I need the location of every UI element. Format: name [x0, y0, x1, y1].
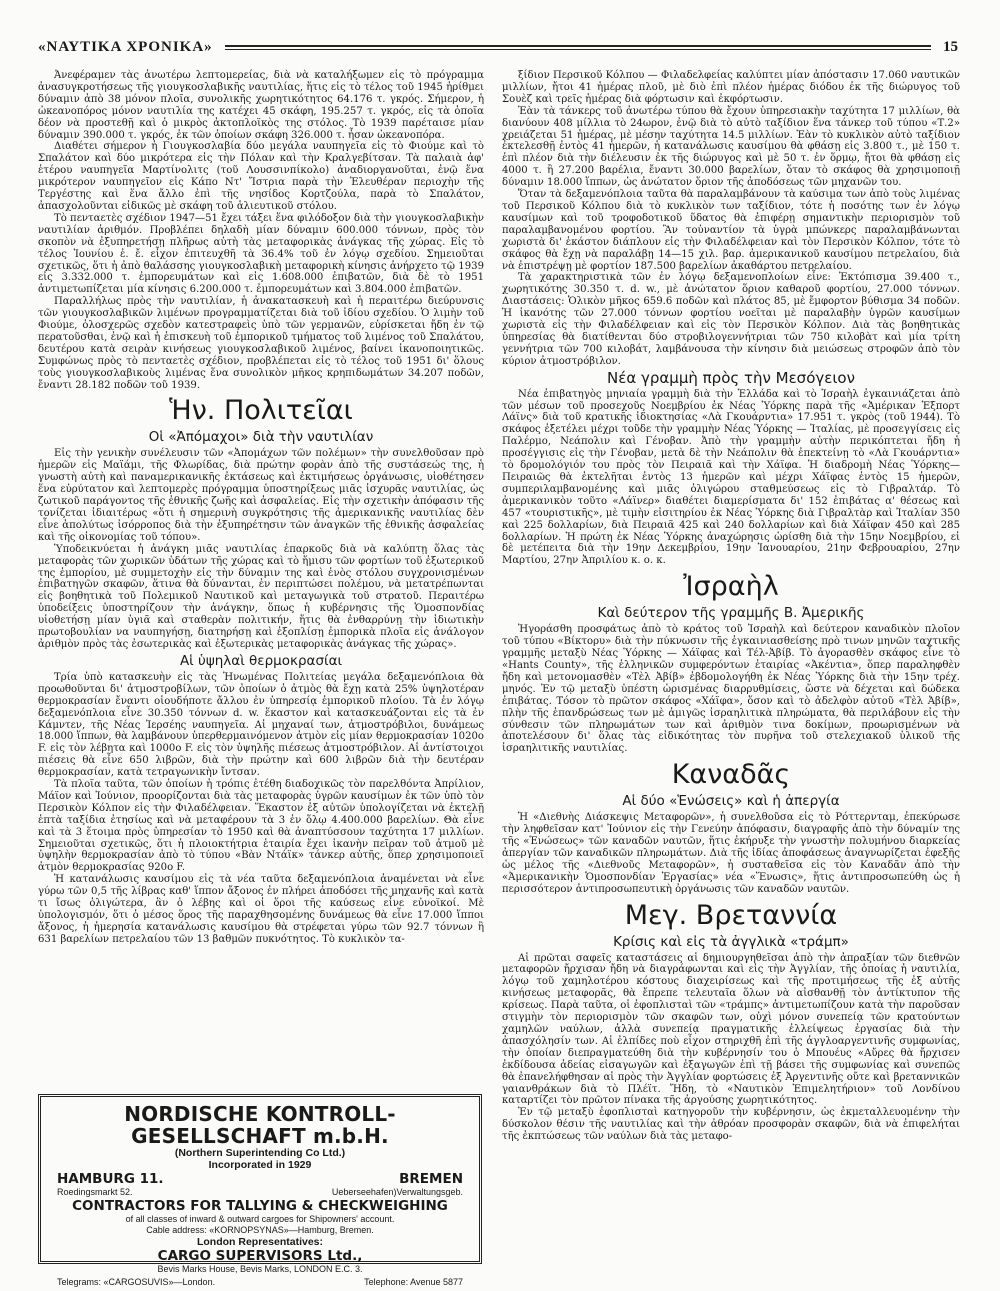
usa-section-title: Ἡν. Πολιτεῖαι: [169, 395, 353, 427]
ad-contacts: [47, 1277, 473, 1288]
ad-incorporated: Incorporated in 1929: [208, 1159, 312, 1171]
ad-cable: Cable address: «KORNOPSYNAS»—Hamburg, Bremen.: [146, 1225, 374, 1235]
right-column: [502, 70, 960, 1143]
tanker-article-continued: [502, 70, 960, 368]
paragraph: Ἐν τῷ μεταξὺ ἐφοπλισταὶ κατηγοροῦν τὴν κυβέρνησιν, ὡς ἐκμεταλλευομένην τὴν δύσκολον θέσιν τῆς ναυτιλίας καὶ τὴν ἀθρόαν προσφορὰν σκαφῶν, διὰ νὰ ἐπιφελήται τῆς ἐκπτώσεως τῶν ναύλων διὰ τὰς μεταφο-: [502, 1107, 960, 1143]
ad-city-bremen: BREMEN: [399, 1171, 463, 1187]
paragraph: ξίδιον Περσικοῦ Κόλπου — Φιλαδελφείας καλύπτει μίαν ἀπόστασιν 17.060 ναυτικῶν μιλλίων, ἤτοι 41 ἡμέρας πλοῦ, μὲ διὸ ἐπὶ πλέον ἡμέρας διόδου ἐκ τῆς διώρυγος τοῦ Σουὲζ καὶ τρεῖς ἡμέρας διὰ φόρτωσιν καὶ ἐκφόρτωσιν.: [502, 70, 960, 105]
paragraph: Νέα ἐπιβατηγὸς μηνιαία γραμμὴ διὰ τὴν Ἑλλάδα καὶ τὸ Ἰσραὴλ ἐγκαινιάζεται ἀπὸ τῶν μέσων τοῦ προσεχοῦς Νοεμβρίου ἐκ Νέας Ὑόρκης παρὰ τῆς «Ἀμέρικαν Ἐξπορτ Λάϊνς» διὰ τοῦ κρατικῆς ἰδιοκτησίας «Λὰ Γκουάρντια» 17.951 τ. γκρὸς (τοῦ 1944). Τὸ σκάφος ἐξετέλει μέχρι τοῦδε τὴν γραμμὴν Νέας Ὑόρκης — Ἰταλίας, μὲ προσεγγίσεις εἰς Παλέρμο, Νεάπολιν καὶ Γένοβαν. Ἀπὸ τὴν γραμμὴν αὐτὴν περικόπτεται ἤδη ἡ προσέγγισις εἰς τὴν Γένοβαν, μετὰ δὲ τὴν Νεάπολιν θὰ ἐπεκτείνῃ τὸ «Λὰ Γκουάρντια» τὸ δρομολόγιόν του πρὸς τὸν Πειραιᾶ καὶ τὴν Χάϊφα. Ἡ διαδρομὴ Νέας Ὑόρκης—Πειραιῶς θὰ ἐκτελῆται ἐντὸς 13 ἡμερῶν καὶ μέχρι Χάϊφας ἐντὸς 15 ἡμερῶν, συμπεριλαμβανομένης καὶ μιᾶς ὀλιγώρου σταθμεύσεως εἰς τὸ Γιβραλτάρ. Τὸ ἀμερικανικὸν τοῦτο «Λάϊνερ» διαθέτει διαμερίσματα δι' 152 ἐπιβάτας α' θέσεως καὶ 457 «τουριστικῆς», μὲ τιμὴν εἰσιτηρίου ἐκ Νέας Ὑόρκης διὰ Γιβραλτὰρ καὶ Ἰταλίαν 350 καὶ 225 δολλαρίων, διὰ Πειραιᾶ 425 καὶ 240 δολλαρίων καὶ διὰ Χάϊφαν 450 καὶ 285 δολλαρίων. Ἡ πρώτη ἐκ Νέας Ὑόρκης ἀναχώρησις ὡρίσθη διὰ τὴν 15ην Νοεμβρίου, εἰ δὲ μετέπειτα διὰ τὴν 19ην Δεκεμβρίου, 19ην Ἰανουαρίου, 21ην Φεβρουαρίου, 27ην Μαρτίου, 27ην Ἀπριλίου κ. ο. κ.: [502, 388, 960, 567]
ad-subtitle: (Northern Superintending Co Ltd.): [174, 1147, 346, 1159]
paragraph: Τὸ πενταετὲς σχέδιον 1947—51 ἔχει τάξει ἕνα φιλόδοξον διὰ τὴν γιουγκοσλαβικὴν ναυτιλίαν ἀριθμόν. Προβλέπει δηλαδὴ μίαν δύναμιν 600.000 τόννων, πρὸς τὸν σκοπὸν νὰ ἐξυπηρετήσῃ πλῆρως αὐτὴ τὰς μεταφορικὰς ἀνάγκας τῆς χώρας. Εἰς τὸ τέλος Ἰουνίου ἐ. ἔ. εἶχον ἐπιτευχθῆ τὰ 36.4% τοῦ ἐν λόγῳ σχεδίου. Σημειοῦται σχετικῶς, ὅτι ἡ ἀπὸ θαλάσσης γιουγκοσλαβικὴ μεταφορικὴ κίνησις ἀνήρχετο τῷ 1939 εἰς 3.332.000 τ. ἐμπορευμάτων καὶ εἰς 1.608.000 ἐπιβατῶν, διὰ δὲ τὸ 1951 ἀντιμετωπίζεται μία κίνησις 6.200.000 τ. ἐμπορευμάτων καὶ 3.804.000 ἐπιβατῶν.: [38, 212, 484, 296]
page-number: 15: [943, 38, 958, 55]
paragraph: Τὰ πλοῖα ταῦτα, τῶν ὁποίων ἡ τρόπις ἐτέθη διαδοχικῶς τὸν παρελθόντα Ἀπρίλιον, Μάϊον καὶ Ἰούνιον, προορίζονται διὰ τὰς μεταφορὰς ὑγρῶν καυσίμων ἐκ τῶν ὑπὸ τὸν Περσικὸν Κόλπον εἰς τὴν Φιλαδέλφειαν. Ἕκαστον ἐξ αὐτῶν ὑπολογίζεται νὰ ἐκτελῇ ἑπτὰ ταξίδια ἐτησίως καὶ νὰ μεταφέρουν τὰ 3 ἐν ὅλῳ 4.400.000 βαρελίων. Θὰ εἶνε καὶ τὰ 3 ἕτοιμα πρὸς ὑπηρεσίαν τὸ 1950 καὶ θὰ ἀναπτύσσουν ταχύτητα 17 μιλλίων. Σημειοῦται σχετικῶς, ὅτι ἡ πλοιοκτήτρια ἑταιρία ἔχει ἱκανὴν πεῖραν τοῦ ἀτμοῦ μὲ ὑψηλὴν θερμοκρασίαν ἀπὸ τὸ τύπου «Βὰν Ντάϊκ» τάνκερ αὐτῆς, ὅπερ χρησιμοποιεῖ ἀτμὸν θερμοκρασίας 920ο F.: [38, 779, 484, 874]
paragraph: Ὑποδεικνύεται ἡ ἀνάγκη μιᾶς ναυτιλίας ἐπαρκοῦς διὰ νὰ καλύπτῃ ὅλας τὰς μεταφορὰς τῶν χωρικῶν ὑδάτων τῆς χώρας καὶ τὸ ἥμισυ τῶν φορτίων τοῦ ἐξωτερικοῦ της ἐμπορίου, μὲ συμμετοχὴν εἰς τὴν δύναμιν της καὶ ἑνὸς στόλου συγχρονισμένων ἐπιβατηγῶν σκαφῶν, ἅτινα θὰ δύνανται, ἐν περιπτώσει πολέμου, νὰ μετατρέπωνται εἰς βοηθητικὰ τοῦ Πολεμικοῦ Ναυτικοῦ καὶ μεταγωγικὰ τοῦ στρατοῦ. Περαιτέρω ὑποδείξεις ὑποστηρίζουν τὴν ἀνάγκην, ὅπως ἡ κυβέρνησις τῆς Ὁμοσπονδίας υἱοθετήσῃ μίαν ὑγιᾶ καὶ σταθερὰν πολιτικήν, ἥτις θὰ ἐνθαρρύνῃ τὴν ἰδιωτικὴν πρωτοβουλίαν να ναυπηγήσῃ, διατηρήσῃ καὶ ἐξοπλίσῃ ἐμπορικὰ πλοῖα εἰς ἀνάλογον ἀριθμὸν πρὸς τὰς ἐσωτερικὰς καὶ ἐξωτερικὰς μεταφορικὰς ἀνάγκας τῆς χώρας».: [38, 543, 484, 650]
yugoslavia-article: [38, 70, 484, 391]
canada-subhead: Αἱ δύο «Ἑνώσεις» καὶ ἡ ἀπεργία: [622, 793, 840, 810]
paragraph: Αἱ πρῶται σαφεῖς καταστάσεις αἱ δημιουργηθεῖσαι ἀπὸ τὴν ἀπραξίαν τῶν διεθνῶν μεταφορῶν ἤρχισαν ἤδη νὰ διαγράφωνται καὶ εἰς τὴν Ἀγγλίαν, τῆς ὁποίας ἡ ναυτιλία, λόγῳ τοῦ χαμηλοτέρου κόστους διαχειρίσεως καὶ τῆς προτιμήσεως τῆς ἐξ αὐτῆς κινήσεως μεταφορᾶς, θὰ ἔπρεπε τελευταῖα ὅλων νὰ αἰσθανθῇ τὸν ἀντίκτυπον τῆς κρίσεως. Παρὰ ταῦτα, οἱ ἐφοπλισταὶ τῶν «τράμπς» ἀντιμετωπίζουν κατὰ τὴν παροῦσαν στιγμὴν τὸν περιορισμὸν τῶν σκαφῶν των, οὐχὶ μόνον συνεπείᾳ τῶν κρατούντων χαμηλῶν ναύλων, ἀλλὰ συνεπείᾳ πραγματικῆς ἐλλείψεως ἐργασίας διὰ τὴν ἀπασχόλησίν των. Αἱ ἐλπίδες ποὺ εἶχον στηριχθῆ ἐπὶ τῆς ἀγγλοαργεντινῆς συμφωνίας, τὴν ὁποίαν διεπραγματεύθη διὰ τὴν κυβέρνησίν του ὁ Μπουέυς «Αὔρες θὰ ἤρχισεν ἐκδίδουσα ἀδείας εἰσαγωγῶν καὶ ἐξαγωγῶν ἐπὶ τῇ βάσει τῆς συμφωνίας καὶ συνεπῶς θὰ ἐπανελήφθησαν αἱ πρὸς τὴν Ἀγγλίαν φορτώσεις ἐξ Ἀργεντινῆς οὔτε καὶ βρεταννικῶν γαιανθράκων διὰ τὸ Πλέϊτ. Ἤδη, τὸ «Ναυτικὸν Ἐπιμελητήριον» τοῦ Λονδίνου καταρτίζει τὸν πρῶτον πίνακα τῆς ἀργούσης χωρητικότητος.: [502, 952, 960, 1107]
med-line-title: Νέα γραμμὴ πρὸς τὴν Μεσόγειον: [607, 368, 855, 387]
canada-section-title: Καναδᾶς: [671, 759, 791, 791]
paragraph: Διαθέτει σήμερον ἡ Γιουγκοσλαβία δύο μεγάλα ναυπηγεῖα εἰς τὸ Φιούμε καὶ τὸ Σπαλάτον καὶ δύο μικρότερα εἰς τὴν Πόλαν καὶ τὴν Κραλγεβίτσαν. Τὰ παλαιὰ ἀφ' ἑτέρου ναυπηγεῖα Μαρτίνολιτς (τοῦ Λουσσινπίκολο) ἀναδιοργανοῦται, ἐνῷ ἕνα μικρότερον ναυπηγεῖον εἰς Κάπο Ντ' Ἴστρια παρὰ τὴν Ἐλευθέραν περιοχὴν τῆς Τεργέστης καὶ ἕνα ἄλλο ἐπὶ τῆς νησίδος Κορτζούλα, παρὰ τὸ Σπαλάτον, ἀπασχολοῦνται εἰδικῶς μὲ σκάφη τοῦ ἁλιευτικοῦ στόλου.: [38, 141, 484, 212]
ad-addresses: [47, 1187, 473, 1198]
paragraph: Ἠγοράσθη προσφάτως ἀπὸ τὸ κράτος τοῦ Ἰσραὴλ καὶ δεύτερον καναδικὸν πλοῖον τοῦ τύπου «Βίκτορυ» διὰ τὴν πύκνωσιν τῆς ἐγκαινιασθείσης πρὸ τινων μηνῶν ταχτικῆς γραμμῆς μεταξὺ Νέας Ὑόρκης — Χάϊφας καὶ Τέλ-Ἀβίβ. Τὸ ἀγορασθὲν σκάφος εἶνε τὸ «Hants County», τῆς ἑλληνικῶν συμφερόντων ἑταιρίας «Ἀκέντια», ὅπερ παραληφθὲν ἤδη καὶ μετονομασθὲν «Τὲλ Ἀβίβ» ἐβδομολογήθη ἐκ Νέας Ὑόρκης διὰ τὴν 15ην τρέχ. μηνός. Ἐν τῷ μεταξὺ ὑπέστη ὡρισμένας διαρρυθμίσεις, ὥστε νὰ δέχεται καὶ δώδεκα ἐπιβάτας. Τόσον τὸ πρῶτον σκάφος «Χάϊφα», ὅσον καὶ τὸ ἀδελφὸν αὐτοῦ «Τὲλ Ἀβίβ», πλὴν τῆς ἐπανδρώσεως των μὲ ἀμιγῶς ἰσραηλιτικὰ πληρώματα, θὰ περιλάβουν εἰς τὴν σύνθεσιν τῶν πληρωμάτων των καὶ ἀριθμὸν τινα δοκίμων, προωρισμένων νὰ ἀποτελέσουν δι' ὅλας τὰς εἰδικότητας τὸν πυρῆνα τοῦ στελεχιακοῦ ὑλικοῦ τῆς ἰσραηλιτικῆς ναυτιλίας.: [502, 624, 960, 755]
paragraph: Τρία ὑπὸ κατασκευὴν εἰς τὰς Ἡνωμένας Πολιτείας μεγάλα δεξαμενόπλοια θὰ προωθοῦνται δι' ἀτμοστροβίλων, τῶν ὁποίων ὁ ἀτμὸς θὰ ἔχῃ κατὰ 25% ὑψηλοτέραν θερμοκρασίαν ἔναντι οἱουδήποτε ἄλλου ἐν ὑπηρεσίᾳ ἐμπορικοῦ πλοίου. Τὰ ἐν λόγῳ δεξαμενόπλοια εἶνε 30.350 τόννων d. w. ἕκαστον καὶ κατασκευάζονται εἰς τὰ ἐν Κάμντεν, τῆς Νέας Ἰερσέης ναυπηγεῖα. Αἱ μηχαναί των, ἀτμοστρόβιλοι, δυνάμεως 18.000 ἵππων, θὰ λαμβάνουν ὑπερθερμαινόμενον ἀτμὸν εἰς μίαν θερμοκρασίαν 1020ο F. εἰς τὸν λέβητα καὶ 1000ο F. εἰς τὸν ὑψηλῆς πιέσεως ἀτμοστρόβιλον. Αἱ ἀντίστοιχοι πιέσεις θὰ εἶνε 650 λιβρῶν, διὰ τὴν πρώτην καὶ 600 λιβρῶν διὰ τὴν δευτέραν θερμοκρασίαν, κατὰ τετραγωνικὴν ἴντσαν.: [38, 671, 484, 779]
usa-subhead-veterans: Οἱ «Ἀπόμαχοι» διὰ τὴν ναυτιλίαν: [148, 429, 374, 446]
usa-subhead-temperatures: Αἱ ὑψηλαὶ θερμοκρασίαι: [179, 652, 343, 669]
paragraph: Παραλλήλως πρὸς τὴν ναυτιλίαν, ἡ ἀνακατασκευὴ καὶ ἡ περαιτέρω διεύρυνσις τῶν γιουγκοσλαβικῶν λιμένων προγραμματίζεται διὰ τοῦ ἰδίου σχεδίου. Ὁ λιμὴν τοῦ Φιούμε, ὁλοσχερῶς σχεδὸν κατεστραφεὶς ὑπὸ τῶν γερμανῶν, εὑρίσκεται ἤδη ἐν τῷ περατοῦσθαι, ἐνῷ καὶ ἡ ἐπισκευὴ τοῦ ἐμπορικοῦ τμήματος τοῦ λιμένος τοῦ Σπαλάτου, δευτέρου κατὰ σειρὰν κινήσεως γιουγκοσλαβικοῦ λιμένος, βαίνει ἱκανοποιητικῶς. Συμφώνως πρὸς τὸ πενταετὲς σχέδιον, προβλέπεται εἰς τὸ τέλος τοῦ 1951 δι' ὅλους τοὺς γιουγκοσλαβικοὺς λιμένας ἕνα συνολικὸν μῆκος κρηπιδωμάτων 34.207 ποδῶν, ἔναντι 28.182 ποδῶν τοῦ 1939.: [38, 296, 484, 391]
uk-section-title: Μεγ. Βρεταννία: [624, 899, 838, 931]
paragraph: Τὰ χαρακτηριστικὰ τῶν ἐν λόγῳ δεξαμενοπλοίων εἶνε: Ἐκτόπισμα 39.400 τ., χωρητικότης 30.350 τ. d. w., μὲ ἀνώτατον ὅριον καθαροῦ φορτίου, 27.000 τόννων. Διαστάσεις: Ὁλικὸν μῆκος 659.6 ποδῶν καὶ πλάτος 85, μὲ ἔμφορτον βύθισμα 34 ποδῶν. Ἡ ἱκανότης τῶν 27.000 τόννων φορτίου νοεῖται μὲ παραλαβὴν ὑγρῶν καυσίμων χωριστὰ εἰς τὴν Φιλαδέλφειαν καὶ εἰς τὸν Περσικὸν Κόλπον. Διὰ τὰς βοηθητικὰς ὑπηρεσίας θὰ διατίθενται δύο στροβιλογεννήτριαι τῶν 750 κιλοβὰτ καὶ μία τρίτη γεννήτρια τῶν 700 κιλοβάτ, λαμβάνουσα τὴν κίνησιν διὰ μειώσεως στροφῶν ἀπὸ τὸν κύριον ἀτμοστρόβιλον.: [502, 272, 960, 367]
advertisement-box: [38, 1094, 482, 1287]
israel-subhead: Καὶ δεύτερον τῆς γραμμῆς Β. Ἀμερικῆς: [597, 605, 865, 622]
med-line-article: [502, 389, 960, 568]
page-header: [38, 36, 958, 58]
ad-cities: [47, 1171, 473, 1187]
paragraph: Εἰς τὴν γενικὴν συνέλευσιν τῶν «Ἀπομάχων τῶν πολέμων» τὴν συνελθοῦσαν πρὸ ἡμερῶν εἰς Μαϊάμι, τῆς Φλωρίδας, διὰ πρώτην φορὰν ἀπὸ τῆς συστάσεώς της, ἡ γνωστὴ αὐτὴ καὶ παναμερικανικῆς ἐκτάσεως καὶ ἐκτιμήσεως ὀργάνωσις, υἱοθέτησεν ἕνα εὐρύτατον καὶ λεπτομερὲς πρόγραμμα ὑποστηρίξεως μιᾶς ἰσχυρᾶς ναυτιλίας, ὡς ζωτικοῦ παράγοντος τῆς ἐθνικῆς ζωῆς καὶ ἀσφαλείας. Εἰς τὴν σχετικὴν ἀπόφασιν τῆς τονίζεται ἰδιαιτέρως «ὅτι ἡ σημερινὴ συγκρότησις τῆς ἀμερικανικῆς ναυτιλίας δὲν εἶνε ἀπολύτως ἰσόρροπος διὰ τὴν ἐξυπηρέτησιν τῶν ἀναγκῶν τῆς ἐθνικῆς ἀσφαλείας καὶ τῆς οἰκονομίας τοῦ τόπου».: [38, 448, 484, 543]
ad-reps-address: Bevis Marks House, Bevis Marks, LONDON E.C. 3.: [157, 1264, 363, 1274]
israel-article: [502, 624, 960, 755]
israel-section-title: Ἰσραὴλ: [683, 571, 779, 603]
paragraph: Ἀνεφέραμεν τὰς ἀνωτέρω λεπτομερείας, διὰ νὰ καταλήξωμεν εἰς τὸ πρόγραμμα ἀνασυγκροτήσεως τῆς γιουγκοσλαβικῆς ναυτιλίας, ἥτις εἰς τὸ τέλος τοῦ 1945 ἠρίθμει δύναμιν ἀπὸ 38 μόνον πλοῖα, συνολικῆς χωρητικότητος 64.176 τ. γκρός. Σήμερον, ἡ ὠκεανοπόρος μόνον ναυτιλία της κατέχει 45 σκάφη, 195.257 τ. γκρός, εἰς τὰ ὁποῖα δέον νὰ προστεθῇ καὶ ὁ μικρὸς ἀκτοπλοϊκὸς της στόλος. Τὸ 1939 παρέταισε μίαν δύναμιν 390.000 τ. γκρός, ἐκ τῶν ὁποίων σκάφη 326.000 τ. ἦσαν ὠκεανοπόρα.: [38, 70, 484, 141]
usa-veterans-article: [38, 448, 484, 650]
ad-reps-label: London Representatives:: [196, 1236, 324, 1248]
ad-cargoes: of all classes of inward & outward cargoes for Shipowners' account.: [125, 1214, 395, 1224]
ad-telegrams: Telegrams: «CARGOSUVIS»—London.: [57, 1277, 216, 1287]
paragraph: Ἐὰν τὰ τάνκερς τοῦ ἀνωτέρω τύπου θὰ ἔχουν ὑπηρεσιακὴν ταχύτητα 17 μιλλίων, θὰ διανύουν 408 μίλλια τὸ 24ωρον, ἐνῷ διὰ τὸ αὐτὸ ταξίδιον ἕνα τάνκερ τοῦ τύπου «Τ.2» χρειάζεται 51 ἡμέρας, μὲ μέσην ταχύτητα 14.5 μιλλίων. Ἐὰν τὸ κυκλικὸν αὐτὸ ταξίδιον ἐκτελεσθῇ ἐντὸς 41 ἡμερῶν, ἡ κατανάλωσις καυσίμου θὰ φθάσῃ εἰς 3.800 τ., μὲ 150 τ. ἐπὶ πλέον διὰ τὴν διέλευσιν ἐκ τῆς διώρυγος καὶ μὲ 50 τ. ἐν ὅρμῳ, ἤτοι θὰ φθάσῃ εἰς 4000 τ. ἢ 27.200 βαρέλια, ἔναντι 30.000 βαρελίων, ὅταν τὸ σκάφος θὰ χρησιμοποιῇ δύναμιν 18.000 ἵππων, ὡς ἀνώτατον ὅριον τῆς ἀποδόσεως τῶν μηχανῶν του.: [502, 105, 960, 189]
ad-reps-name: CARGO SUPERVISORS Ltd.,: [157, 1248, 363, 1264]
ad-service: CONTRACTORS FOR TALLYING & CHECKWEIGHING: [72, 1198, 448, 1214]
canada-article: [502, 812, 960, 895]
ad-city-hamburg: HAMBURG 11.: [57, 1171, 164, 1187]
uk-article: [502, 953, 960, 1144]
header-rule: [225, 45, 931, 50]
ad-company-name: NORDISCHE KONTROLL-GESELLSCHAFT m.b.H.: [124, 1102, 396, 1148]
ad-address-hamburg: Roedingsmarkt 52.: [57, 1187, 133, 1197]
left-column: [38, 70, 484, 946]
paragraph: Ὅταν τὰ δεξαμενόπλοια ταῦτα θὰ παραλαμβάνουν τὰ καύσιμα των ἀπὸ τοὺς λιμένας τοῦ Περσικοῦ Κόλπου διὰ τὸ κυκλικὸν των ταξίδιον, τότε ἡ ποσότης των ἐν λόγῳ καυσίμων καὶ τοῦ τροφοδοτικοῦ ὕδατος θὰ ἐπιφέρῃ σημαντικὴν περιορισμὸν τοῦ παραλαμβανομένου φορτίου. Ἂν τοὐναντίον τὰ ὑγρὰ μπώνκερς παραλαμβάνωνται χωριστὰ δι' ἑκάστον διάπλουν εἰς τὴν Φιλαδέλφειαν καὶ τὸν Περσικὸν Κόλπον, τότε τὸ σκάφος θὰ ἔχῃ νὰ παραλάβῃ 14—15 χιλ. βαρ. ἀμερικανικοῦ καυσίμου πετρελαίου, διὰ νὰ ἐπιστρέψῃ μὲ φορτίον 187.500 βαρελίων ἀκαθάρτου πετρελαίου.: [502, 189, 960, 272]
usa-temperatures-article: [38, 672, 484, 946]
paragraph: Ἡ «Διεθνὴς Διάσκεψις Μεταφορῶν», ἡ συνελθοῦσα εἰς τὸ Ρόττερνταμ, ἐπεκύρωσε τὴν ληφθεῖσαν κατ' Ἰούνιον εἰς τὴν Γενεύην ἀπόφασιν, διαγραφῆς ἀπὸ τὴν δύναμίν της τῆς «Ἑνώσεως» τῶν καναδῶν ναυτῶν, ἥτις ἐκήρυξε τὴν γνωστὴν πολυμήνου διαρκείας ἀπεργίαν τῶν καναδικῶν πληρωμάτων. Διὰ τῆς ἰδίας ἀποφάσεως ἀναγνωρίζεται ἐφεξῆς ὡς μέλος τῆς «Διεθνοῦς Μεταφορῶν», ἡ συσταθεῖσα εἰς τὸν Καναδᾶν ἀπὸ τὴν «Ἀμερικανικὴν Ὁμοσπονδίαν Ἐργασίας» νέα «Ἕνωσις», ἥτις ἀντιπροσωπεύθη ὡς ἡ περισσότερον ἀντιπροσωπευτικὴ ὀργάνωσις τῶν καναδῶν ναυτῶν.: [502, 812, 960, 895]
magazine-title: «ΝΑΥΤΙΚΑ ΧΡΟΝΙΚΑ»: [38, 38, 213, 55]
ad-telephone: Telephone: Avenue 5877: [364, 1277, 463, 1287]
paragraph: Ἡ κατανάλωσις καυσίμου εἰς τὰ νέα ταῦτα δεξαμενόπλοια ἀναμένεται νὰ εἶνε γύρω τῶν 0,5 τῆς λίβρας καθ' ἵππον ἄξονος ἐν πλήρει ἀποδόσει τῆς μηχανῆς καὶ κατὰ τι ἴσως ὀλιγώτερα, ἂν ὁ λέβης καὶ οἱ ὅροι τῆς καύσεως εἶνε εὐνοϊκοί. Μὲ ὑπολογισμόν, ὅτι ὁ μέσος ὅρος τῆς παραχθησομένης δυνάμεως θὰ εἶνε 17.000 ἵπποι ἄξονος, ἡ ἡμερησία κατανάλωσις καυσίμου θὰ στρέφεται γύρω τῶν 92.7 τόννων ἢ 631 βαρελίων πετρελαίου τῶν 13 βαθμῶν πυκνότητος. Τὸ κυκλικὸν τα-: [38, 874, 484, 945]
uk-subhead: Κρίσις καὶ εἰς τὰ ἀγγλικὰ «τράμπ»: [613, 933, 849, 950]
ad-address-bremen: Ueberseehafen)Verwaltungsgeb.: [331, 1187, 463, 1197]
